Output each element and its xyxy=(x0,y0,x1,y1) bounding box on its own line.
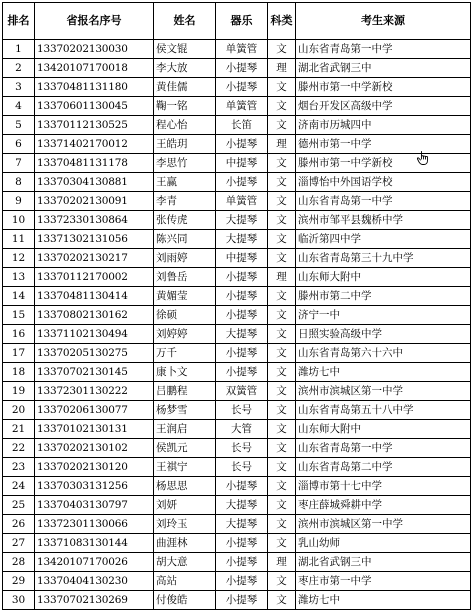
school-cell: 淄博市第十七中学 xyxy=(296,477,471,496)
subject-cell: 文 xyxy=(268,97,296,116)
table-row xyxy=(3,591,471,610)
school-cell: 滨州市邹平县魏桥中学 xyxy=(296,211,471,230)
instrument-cell: 大提琴 xyxy=(216,230,268,249)
reg-no-cell: 13370304130881 xyxy=(35,173,154,192)
name-cell: 杨思思 xyxy=(154,477,216,496)
subject-cell: 文 xyxy=(268,78,296,97)
instrument-cell: 大管 xyxy=(216,420,268,439)
school-cell: 山东师大附中 xyxy=(296,420,471,439)
reg-no-cell: 13370481131180 xyxy=(35,78,154,97)
name-cell: 黄佳儒 xyxy=(154,78,216,97)
instrument-cell: 中提琴 xyxy=(216,154,268,173)
instrument-cell: 小提琴 xyxy=(216,591,268,610)
name-cell: 刘鲁岳 xyxy=(154,268,216,287)
name-cell: 胡大意 xyxy=(154,553,216,572)
reg-no-cell: 13370202130102 xyxy=(35,439,154,458)
name-cell: 王润启 xyxy=(154,420,216,439)
table-row xyxy=(3,344,471,363)
name-cell: 吕鹏程 xyxy=(154,382,216,401)
school-cell: 湖北省武钢三中 xyxy=(296,59,471,78)
table-row xyxy=(3,78,471,97)
header-reg-no: 省报名序号 xyxy=(35,3,154,40)
table-row xyxy=(3,363,471,382)
subject-cell: 文 xyxy=(268,439,296,458)
school-cell: 滕州市第一中学新校 xyxy=(296,78,471,97)
reg-no-cell: 13370202130030 xyxy=(35,40,154,59)
table-row xyxy=(3,59,471,78)
school-cell: 枣庄薛城舜耕中学 xyxy=(296,496,471,515)
instrument-cell: 小提琴 xyxy=(216,78,268,97)
instrument-cell: 单簧管 xyxy=(216,40,268,59)
school-cell: 山东省青岛第六十六中 xyxy=(296,344,471,363)
instrument-cell: 小提琴 xyxy=(216,59,268,78)
rank-cell: 17 xyxy=(3,344,35,363)
subject-cell: 文 xyxy=(268,420,296,439)
name-cell: 张传虎 xyxy=(154,211,216,230)
reg-no-cell: 13370404130230 xyxy=(35,572,154,591)
score-table xyxy=(2,2,471,610)
table-row xyxy=(3,230,471,249)
name-cell: 李青 xyxy=(154,192,216,211)
school-cell: 乳山幼师 xyxy=(296,534,471,553)
school-cell: 山东省青岛第二中学 xyxy=(296,458,471,477)
table-row xyxy=(3,496,471,515)
reg-no-cell: 13372330130864 xyxy=(35,211,154,230)
table-row xyxy=(3,534,471,553)
name-cell: 王皓玥 xyxy=(154,135,216,154)
table-row xyxy=(3,173,471,192)
school-cell: 滨州市滨城区第一中学 xyxy=(296,382,471,401)
table-row xyxy=(3,116,471,135)
reg-no-cell: 13371402170012 xyxy=(35,135,154,154)
reg-no-cell: 13370112170002 xyxy=(35,268,154,287)
subject-cell: 文 xyxy=(268,363,296,382)
school-cell: 临沂第四中学 xyxy=(296,230,471,249)
subject-cell: 文 xyxy=(268,534,296,553)
header-rank: 排名 xyxy=(3,3,35,40)
school-cell: 枣庄市第一中学 xyxy=(296,572,471,591)
school-cell: 潍坊七中 xyxy=(296,363,471,382)
subject-cell: 理 xyxy=(268,59,296,78)
rank-cell: 2 xyxy=(3,59,35,78)
name-cell: 康卜文 xyxy=(154,363,216,382)
header-name: 姓名 xyxy=(154,3,216,40)
school-cell: 烟台开发区高级中学 xyxy=(296,97,471,116)
school-cell: 滨州市滨城区第一中学 xyxy=(296,515,471,534)
rank-cell: 24 xyxy=(3,477,35,496)
reg-no-cell: 13370202130217 xyxy=(35,249,154,268)
name-cell: 高站 xyxy=(154,572,216,591)
header-subject: 科类 xyxy=(268,3,296,40)
table-row xyxy=(3,287,471,306)
name-cell: 侯凯元 xyxy=(154,439,216,458)
name-cell: 万千 xyxy=(154,344,216,363)
instrument-cell: 大提琴 xyxy=(216,325,268,344)
rank-cell: 4 xyxy=(3,97,35,116)
table-row xyxy=(3,40,471,59)
name-cell: 程心怡 xyxy=(154,116,216,135)
reg-no-cell: 13370102130131 xyxy=(35,420,154,439)
reg-no-cell: 13370202130120 xyxy=(35,458,154,477)
rank-cell: 30 xyxy=(3,591,35,610)
name-cell: 侯文锟 xyxy=(154,40,216,59)
rank-cell: 27 xyxy=(3,534,35,553)
instrument-cell: 单簧管 xyxy=(216,97,268,116)
name-cell: 李大放 xyxy=(154,59,216,78)
subject-cell: 文 xyxy=(268,173,296,192)
rank-cell: 10 xyxy=(3,211,35,230)
instrument-cell: 小提琴 xyxy=(216,135,268,154)
instrument-cell: 小提琴 xyxy=(216,173,268,192)
hand-pointer-icon xyxy=(417,150,431,166)
subject-cell: 文 xyxy=(268,496,296,515)
reg-no-cell: 13370202130091 xyxy=(35,192,154,211)
name-cell: 王祺宁 xyxy=(154,458,216,477)
school-cell: 山东省青岛第一中学 xyxy=(296,439,471,458)
instrument-cell: 双簧管 xyxy=(216,382,268,401)
instrument-cell: 小提琴 xyxy=(216,572,268,591)
reg-no-cell: 13370702130145 xyxy=(35,363,154,382)
subject-cell: 文 xyxy=(268,325,296,344)
school-cell: 德州市第一中学 xyxy=(296,135,471,154)
instrument-cell: 单簧管 xyxy=(216,192,268,211)
table-row xyxy=(3,477,471,496)
name-cell: 鞠一铭 xyxy=(154,97,216,116)
instrument-cell: 小提琴 xyxy=(216,534,268,553)
instrument-cell: 小提琴 xyxy=(216,363,268,382)
rank-cell: 29 xyxy=(3,572,35,591)
rank-cell: 22 xyxy=(3,439,35,458)
rank-cell: 12 xyxy=(3,249,35,268)
table-row xyxy=(3,192,471,211)
reg-no-cell: 13371302131056 xyxy=(35,230,154,249)
instrument-cell: 中提琴 xyxy=(216,249,268,268)
rank-cell: 26 xyxy=(3,515,35,534)
rank-cell: 6 xyxy=(3,135,35,154)
reg-no-cell: 13370601130045 xyxy=(35,97,154,116)
instrument-cell: 小提琴 xyxy=(216,287,268,306)
name-cell: 刘雨婷 xyxy=(154,249,216,268)
subject-cell: 文 xyxy=(268,192,296,211)
rank-cell: 1 xyxy=(3,40,35,59)
instrument-cell: 大提琴 xyxy=(216,515,268,534)
name-cell: 陈兴同 xyxy=(154,230,216,249)
reg-no-cell: 13372301130066 xyxy=(35,515,154,534)
reg-no-cell: 13370403130797 xyxy=(35,496,154,515)
subject-cell: 文 xyxy=(268,287,296,306)
school-cell: 山东师大附中 xyxy=(296,268,471,287)
subject-cell: 文 xyxy=(268,249,296,268)
table-row xyxy=(3,97,471,116)
school-cell: 山东省青岛第五十八中学 xyxy=(296,401,471,420)
reg-no-cell: 13370206130077 xyxy=(35,401,154,420)
rank-cell: 13 xyxy=(3,268,35,287)
subject-cell: 文 xyxy=(268,572,296,591)
table-row xyxy=(3,515,471,534)
table-row xyxy=(3,572,471,591)
instrument-cell: 长号 xyxy=(216,439,268,458)
name-cell: 刘玲玉 xyxy=(154,515,216,534)
table-row xyxy=(3,382,471,401)
reg-no-cell: 13370702130269 xyxy=(35,591,154,610)
name-cell: 黄媚莹 xyxy=(154,287,216,306)
name-cell: 李思竹 xyxy=(154,154,216,173)
name-cell: 刘妍 xyxy=(154,496,216,515)
reg-no-cell: 13370303131256 xyxy=(35,477,154,496)
reg-no-cell: 13370112130525 xyxy=(35,116,154,135)
table-row xyxy=(3,249,471,268)
subject-cell: 文 xyxy=(268,344,296,363)
subject-cell: 文 xyxy=(268,211,296,230)
subject-cell: 文 xyxy=(268,591,296,610)
rank-cell: 16 xyxy=(3,325,35,344)
subject-cell: 文 xyxy=(268,230,296,249)
reg-no-cell: 13371102130494 xyxy=(35,325,154,344)
name-cell: 王赢 xyxy=(154,173,216,192)
rank-cell: 3 xyxy=(3,78,35,97)
reg-no-cell: 13420107170026 xyxy=(35,553,154,572)
rank-cell: 25 xyxy=(3,496,35,515)
rank-cell: 5 xyxy=(3,116,35,135)
subject-cell: 文 xyxy=(268,515,296,534)
table-row xyxy=(3,211,471,230)
reg-no-cell: 13370205130275 xyxy=(35,344,154,363)
subject-cell: 文 xyxy=(268,477,296,496)
table-row xyxy=(3,135,471,154)
rank-cell: 14 xyxy=(3,287,35,306)
instrument-cell: 大提琴 xyxy=(216,211,268,230)
table-row xyxy=(3,401,471,420)
rank-cell: 21 xyxy=(3,420,35,439)
instrument-cell: 长笛 xyxy=(216,116,268,135)
school-cell: 滕州市第一中学新校 xyxy=(296,154,471,173)
school-cell: 淄博怡中外国语学校 xyxy=(296,173,471,192)
instrument-cell: 小提琴 xyxy=(216,344,268,363)
header-row xyxy=(3,3,471,40)
reg-no-cell: 13370802130162 xyxy=(35,306,154,325)
school-cell: 日照实验高级中学 xyxy=(296,325,471,344)
school-cell: 湖北省武钢三中 xyxy=(296,553,471,572)
school-cell: 山东省青岛第一中学 xyxy=(296,192,471,211)
subject-cell: 理 xyxy=(268,553,296,572)
subject-cell: 文 xyxy=(268,116,296,135)
name-cell: 曲涯林 xyxy=(154,534,216,553)
instrument-cell: 小提琴 xyxy=(216,553,268,572)
rank-cell: 8 xyxy=(3,173,35,192)
subject-cell: 文 xyxy=(268,458,296,477)
reg-no-cell: 13370481130414 xyxy=(35,287,154,306)
name-cell: 刘婷婷 xyxy=(154,325,216,344)
rank-cell: 20 xyxy=(3,401,35,420)
subject-cell: 文 xyxy=(268,40,296,59)
subject-cell: 文 xyxy=(268,306,296,325)
school-cell: 济南市历城四中 xyxy=(296,116,471,135)
reg-no-cell: 13420107170018 xyxy=(35,59,154,78)
instrument-cell: 小提琴 xyxy=(216,268,268,287)
school-cell: 山东省青岛第一中学 xyxy=(296,40,471,59)
table-row xyxy=(3,420,471,439)
rank-cell: 19 xyxy=(3,382,35,401)
rank-cell: 23 xyxy=(3,458,35,477)
table-row xyxy=(3,306,471,325)
table-row xyxy=(3,268,471,287)
header-instrument: 器乐 xyxy=(216,3,268,40)
instrument-cell: 长号 xyxy=(216,458,268,477)
rank-cell: 15 xyxy=(3,306,35,325)
table-row xyxy=(3,553,471,572)
name-cell: 付俊皓 xyxy=(154,591,216,610)
rank-cell: 7 xyxy=(3,154,35,173)
table-row xyxy=(3,325,471,344)
table-row xyxy=(3,439,471,458)
reg-no-cell: 13371083130144 xyxy=(35,534,154,553)
subject-cell: 理 xyxy=(268,135,296,154)
table-row xyxy=(3,458,471,477)
header-school: 考生来源 xyxy=(296,3,471,40)
rank-cell: 18 xyxy=(3,363,35,382)
subject-cell: 文 xyxy=(268,401,296,420)
instrument-cell: 长号 xyxy=(216,401,268,420)
rank-cell: 11 xyxy=(3,230,35,249)
rank-cell: 28 xyxy=(3,553,35,572)
school-cell: 滕州市第二中学 xyxy=(296,287,471,306)
instrument-cell: 小提琴 xyxy=(216,477,268,496)
school-cell: 济宁一中 xyxy=(296,306,471,325)
table-row xyxy=(3,154,471,173)
instrument-cell: 大提琴 xyxy=(216,496,268,515)
name-cell: 徐硕 xyxy=(154,306,216,325)
name-cell: 杨梦雪 xyxy=(154,401,216,420)
rank-cell: 9 xyxy=(3,192,35,211)
subject-cell: 文 xyxy=(268,382,296,401)
instrument-cell: 小提琴 xyxy=(216,306,268,325)
reg-no-cell: 13372301130222 xyxy=(35,382,154,401)
subject-cell: 理 xyxy=(268,268,296,287)
subject-cell: 文 xyxy=(268,154,296,173)
reg-no-cell: 13370481131178 xyxy=(35,154,154,173)
school-cell: 山东省青岛第三十九中学 xyxy=(296,249,471,268)
school-cell: 潍坊七中 xyxy=(296,591,471,610)
